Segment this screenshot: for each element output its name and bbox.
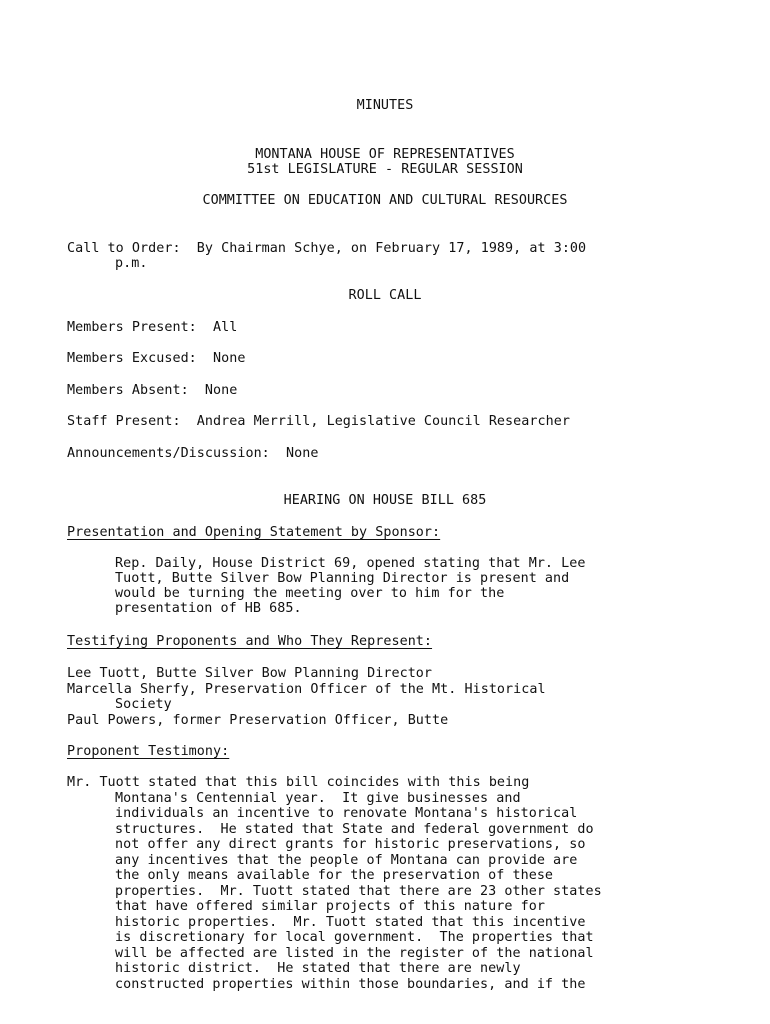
presentation-line: would be turning the meeting over to him for the: [115, 586, 505, 601]
proponent-line: Society: [115, 697, 172, 712]
members-present: Members Present: All: [67, 320, 238, 335]
house-title: MONTANA HOUSE OF REPRESENTATIVES: [255, 147, 515, 162]
presentation-line: presentation of HB 685.: [115, 601, 302, 616]
testimony-line: will be affected are listed in the register of the national: [115, 946, 594, 961]
testimony-line: is discretionary for local government. The properties that: [115, 930, 594, 945]
announcements: Announcements/Discussion: None: [67, 446, 319, 461]
roll-call-heading: ROLL CALL: [348, 288, 422, 303]
testimony-line: the only means available for the preservation of these: [115, 868, 554, 883]
testimony-line: properties. Mr. Tuott stated that there are 23 other states: [115, 884, 602, 899]
proponent-line: Paul Powers, former Preservation Officer, Butte: [67, 713, 449, 728]
proponent-line: Lee Tuott, Butte Silver Bow Planning Director: [67, 666, 433, 681]
testimony-line: constructed properties within those boundaries, and if the: [115, 977, 586, 992]
testimony-line: historic district. He stated that there are newly: [115, 961, 521, 976]
presentation-line: Tuott, Butte Silver Bow Planning Director is present and: [115, 571, 570, 586]
testimony-line: individuals an incentive to renovate Montana's historical: [115, 806, 578, 821]
testimony-line: that have offered similar projects of this nature for: [115, 899, 545, 914]
hearing-heading: HEARING ON HOUSE BILL 685: [283, 493, 487, 508]
members-absent: Members Absent: None: [67, 383, 238, 398]
testimony-line: any incentives that the people of Montana can provide are: [115, 853, 578, 868]
call-to-order-line2: p.m.: [115, 256, 148, 271]
testimony-line: structures. He stated that State and federal government do: [115, 822, 594, 837]
members-excused: Members Excused: None: [67, 351, 246, 366]
testimony-line: not offer any direct grants for historic preservations, so: [115, 837, 586, 852]
testimony-line: Mr. Tuott stated that this bill coincides with this being: [67, 775, 530, 790]
presentation-line: Rep. Daily, House District 69, opened stating that Mr. Lee: [115, 556, 586, 571]
session-title: 51st LEGISLATURE - REGULAR SESSION: [247, 162, 523, 177]
testimony-line: historic properties. Mr. Tuott stated that this incentive: [115, 915, 586, 930]
minutes-title: MINUTES: [356, 98, 414, 113]
call-to-order-line1: Call to Order: By Chairman Schye, on February 17, 1989, at 3:00: [67, 241, 587, 256]
proponent-line: Marcella Sherfy, Preservation Officer of the Mt. Historical: [67, 682, 546, 697]
proponents-heading: Testifying Proponents and Who They Represent:: [67, 634, 433, 649]
committee-title: COMMITTEE ON EDUCATION AND CULTURAL RESOURCES: [202, 193, 568, 208]
staff-present: Staff Present: Andrea Merrill, Legislative Council Researcher: [67, 414, 570, 429]
testimony-line: Montana's Centennial year. It give businesses and: [115, 791, 521, 806]
testimony-heading: Proponent Testimony:: [67, 744, 230, 759]
presentation-heading: Presentation and Opening Statement by Sponsor:: [67, 525, 441, 540]
